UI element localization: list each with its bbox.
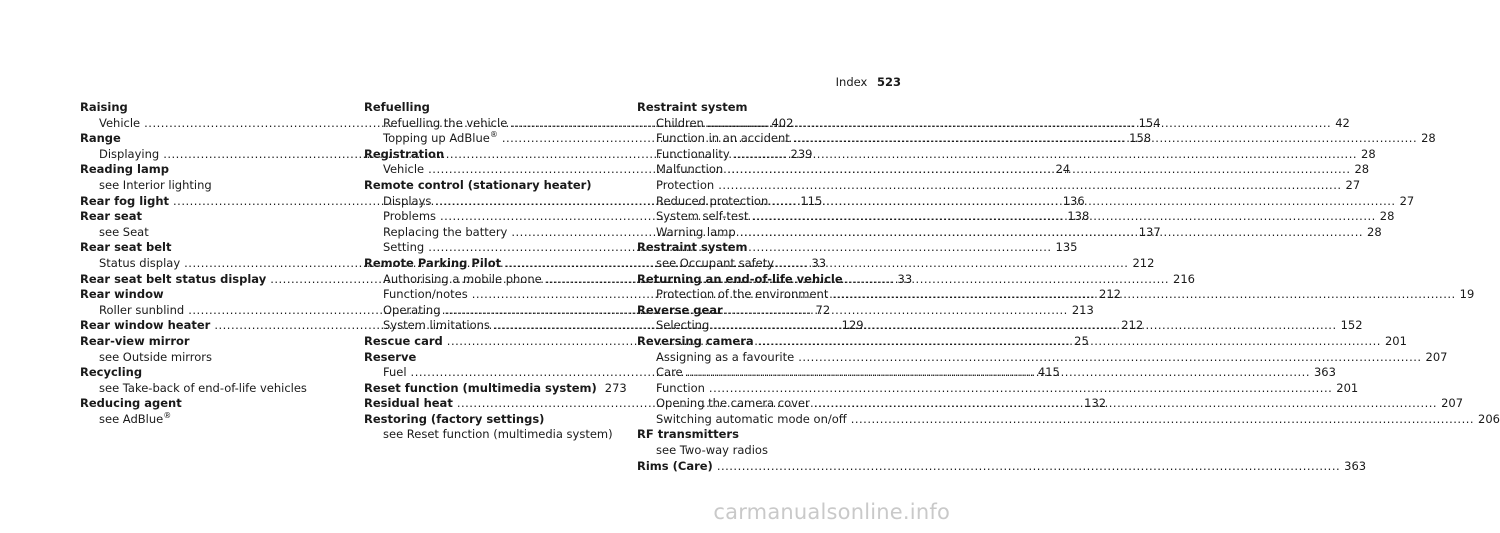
entry-title-text: Remote Parking Pilot — [364, 255, 502, 270]
entry-title-text: Rims (Care) — [637, 458, 713, 473]
page-ref[interactable]: 28 — [1361, 146, 1376, 161]
subentry-label: Opening the camera cover — [656, 396, 810, 411]
entry-title-text: Restraint system — [637, 100, 748, 114]
leader-dots — [718, 178, 1341, 194]
index-entry-title — [637, 100, 887, 116]
subentry-label: see Two-way radios — [656, 443, 768, 458]
page-ref[interactable]: 213 — [1071, 302, 1094, 317]
page-ref[interactable]: 27 — [1399, 193, 1415, 208]
see-reference — [80, 178, 330, 194]
subentry-text — [99, 116, 140, 132]
subentry-label: Selecting — [656, 318, 710, 333]
see-reference — [637, 443, 887, 459]
entry-title-text: Rear seat belt status display — [80, 271, 267, 286]
subentry-label: Authorising a mobile phone — [383, 271, 542, 286]
subentry-text — [383, 116, 507, 132]
index-label: Index — [835, 75, 868, 89]
entry-title-text: Refuelling — [364, 100, 430, 114]
index-subentry — [637, 411, 1500, 428]
subentry-label: System limitations — [383, 318, 490, 333]
entry-title-text: Reset function (multimedia system) — [364, 380, 597, 395]
subentry-label: Replacing the battery — [383, 224, 508, 239]
subentry-text — [383, 162, 424, 178]
subentry-text — [656, 209, 748, 225]
subentry-label: Protection of the environment — [656, 287, 829, 302]
leader-dots — [758, 334, 1381, 350]
subentry-text — [383, 303, 441, 319]
leader-dots — [713, 318, 1336, 334]
subentry-text — [656, 443, 768, 457]
entry-title-text: Rear fog light — [80, 193, 170, 208]
registered-mark: ® — [163, 411, 172, 421]
page-ref[interactable]: 42 — [1335, 115, 1350, 130]
see-reference — [80, 350, 330, 366]
page-ref[interactable]: 158 — [1129, 131, 1152, 146]
subentry-text — [99, 256, 180, 272]
entry-title-text: Returning an end-of-life vehicle — [637, 271, 843, 286]
leader-dots — [752, 209, 1375, 225]
subentry-label: Function in an accident — [656, 131, 790, 146]
subentry-text — [99, 303, 184, 319]
leader-dots — [851, 412, 1474, 428]
subentry-label: Refuelling the vehicle — [383, 115, 508, 130]
subentry-label: Warning lamp — [656, 224, 736, 239]
entry-title-text: Reverse gear — [637, 302, 723, 317]
subentry-label: see Reset function (multimedia system) — [383, 427, 613, 442]
page-ref[interactable]: 207 — [1441, 396, 1464, 411]
entry-title-text: Reserve — [364, 349, 417, 364]
page-number: 523 — [876, 75, 901, 89]
subentry-text — [383, 365, 407, 381]
page-ref[interactable]: 27 — [1345, 177, 1361, 192]
page-ref[interactable]: 28 — [1367, 224, 1382, 239]
page-ref[interactable]: 206 — [1478, 411, 1500, 426]
entry-title-text: Rear window heater — [80, 318, 211, 333]
subentry-text — [656, 287, 828, 303]
leader-dots — [832, 287, 1455, 303]
entry-title-text: Reading lamp — [80, 162, 169, 177]
subentry-text — [656, 194, 768, 210]
subentry-label: Status display — [99, 255, 181, 270]
subentry-text — [383, 240, 424, 256]
subentry-label: see Occupant safety — [656, 255, 775, 270]
entry-title-text: Remote control (stationary heater) — [364, 177, 592, 192]
subentry-label: Reduced protection — [656, 193, 769, 208]
entry-title-text: Recycling — [80, 365, 143, 380]
subentry-text — [383, 131, 498, 147]
page-ref[interactable]: 138 — [1067, 209, 1090, 224]
page-ref[interactable]: 33 — [811, 255, 827, 270]
see-reference — [80, 381, 330, 397]
subentry-text — [656, 256, 774, 270]
page-ref[interactable]: 25 — [1074, 333, 1089, 348]
page-ref[interactable]: 33 — [897, 271, 913, 286]
subentry-text — [656, 350, 794, 366]
leader-dots — [717, 459, 1340, 475]
subentry-text — [99, 225, 149, 239]
index-entry-title — [80, 334, 330, 350]
subentry-text — [656, 116, 704, 132]
subentry-text — [656, 131, 790, 147]
subentry-text — [656, 162, 723, 178]
subentry-label: Problems — [383, 209, 437, 224]
page-ref[interactable]: 363 — [1344, 458, 1367, 473]
subentry-label: Displaying — [99, 146, 160, 161]
leader-dots — [772, 194, 1395, 210]
index-entry-title — [80, 209, 330, 225]
page-ref[interactable]: 132 — [1084, 396, 1107, 411]
subentry-text — [383, 209, 436, 225]
page-ref[interactable]: 137 — [1138, 224, 1161, 239]
index-entry-title — [637, 303, 887, 319]
index-subentry — [637, 349, 1448, 366]
index-subentry — [637, 177, 1361, 194]
subentry-label: Protection — [656, 177, 715, 192]
page-ref[interactable]: 19 — [1459, 287, 1475, 302]
subentry-label: Switching automatic mode on/off — [656, 411, 847, 426]
leader-dots — [798, 350, 1421, 366]
subentry-text — [656, 365, 683, 381]
page-ref[interactable]: 24 — [1055, 162, 1071, 177]
subentry-text — [99, 412, 171, 426]
entry-title-text: Rear-view mirror — [80, 333, 190, 348]
index-entry-title — [364, 350, 614, 366]
page-ref[interactable]: 201 — [1384, 333, 1407, 348]
page-ref[interactable]: 129 — [841, 318, 864, 333]
entry-title-text: Reducing agent — [80, 396, 182, 411]
see-reference — [80, 225, 330, 241]
entry-title-text: Rescue card — [364, 333, 443, 348]
subentry-label: Vehicle — [99, 115, 141, 130]
subentry-label: Vehicle — [383, 162, 425, 177]
page-ref[interactable]: 152 — [1340, 318, 1363, 333]
entry-title-text: Rear seat — [80, 209, 142, 224]
page-ref[interactable]: 216 — [1173, 271, 1195, 286]
index-entry-title — [80, 100, 330, 116]
watermark: carmanualsonline.info — [713, 500, 950, 524]
leader-dots — [734, 147, 1357, 163]
subentry-text — [656, 225, 736, 241]
entry-title-text: Rear window — [80, 287, 164, 302]
subentry-label: see Take-back of end-of-life vehicles — [99, 380, 307, 395]
subentry-label: Malfunction — [656, 162, 724, 177]
entry-title-text: Restoring (factory settings) — [364, 411, 545, 426]
subentry-text — [656, 147, 730, 163]
index-entry-title — [364, 412, 614, 428]
index-entry-title — [80, 131, 330, 147]
see-reference — [637, 256, 887, 272]
subentry-label: see Seat — [99, 224, 149, 239]
leader-dots — [709, 381, 1332, 397]
page-ref[interactable]: 212 — [1099, 287, 1121, 302]
subentry-label: Fuel — [383, 365, 407, 380]
subentry-text — [656, 381, 705, 397]
index-entry-title — [80, 287, 330, 303]
page-ref[interactable]: 402 — [771, 115, 794, 130]
page-ref[interactable]: 207 — [1425, 349, 1448, 364]
subentry-label: see Interior lighting — [99, 177, 212, 192]
entry-title-text: Rear seat belt — [80, 240, 172, 255]
leader-dots — [814, 396, 1437, 412]
page-ref[interactable]: 273 — [604, 380, 627, 395]
see-reference — [364, 427, 614, 443]
subentry-label: Care — [656, 365, 683, 380]
subentry-label: see Outside mirrors — [99, 349, 213, 364]
subentry-text — [383, 318, 490, 334]
index-entry-title — [364, 380, 627, 397]
entry-title-text: Reversing camera — [637, 333, 754, 348]
page-ref[interactable]: 154 — [1138, 115, 1161, 130]
page-ref[interactable]: 28 — [1379, 209, 1395, 224]
leader-dots — [687, 365, 1310, 381]
subentry-label: Functionality — [656, 146, 730, 161]
leader-dots — [727, 162, 1350, 178]
entry-title-text: Raising — [80, 100, 128, 114]
see-reference — [80, 412, 330, 428]
subentry-label: Topping up AdBlue — [383, 131, 490, 146]
index-entry-title — [637, 272, 887, 288]
index-entry-title — [80, 162, 330, 178]
registered-mark: ® — [489, 130, 498, 140]
page-ref[interactable]: 415 — [1037, 365, 1060, 380]
index-entry-title — [637, 458, 1367, 475]
entry-title-text: Restraint system — [637, 240, 748, 255]
page-ref[interactable]: 115 — [800, 193, 823, 208]
subentry-text — [383, 194, 431, 210]
subentry-label: Setting — [383, 240, 425, 255]
index-entry-title — [637, 427, 887, 443]
page-ref[interactable]: 201 — [1336, 380, 1359, 395]
index-entry-title — [364, 100, 614, 116]
page-ref[interactable]: 28 — [1421, 131, 1436, 146]
index-entry-title — [80, 240, 330, 256]
entry-title-text: Range — [80, 131, 121, 146]
subentry-text — [99, 178, 212, 192]
page-ref[interactable]: 363 — [1313, 365, 1336, 380]
index-entry-title — [80, 396, 330, 412]
entry-title-text: RF transmitters — [637, 427, 739, 442]
subentry-text — [383, 225, 507, 241]
subentry-text — [656, 396, 810, 412]
subentry-text — [656, 318, 709, 334]
subentry-label: Operating — [383, 302, 441, 317]
subentry-label: Children — [656, 115, 704, 130]
subentry-label: Function/notes — [383, 287, 468, 302]
subentry-label: System self-test — [656, 209, 749, 224]
subentry-text — [383, 287, 468, 303]
page-ref[interactable]: 136 — [1062, 193, 1085, 208]
leader-dots — [740, 225, 1363, 241]
page-ref[interactable]: 135 — [1055, 240, 1078, 255]
subentry-text — [99, 147, 159, 163]
index-entry-title — [364, 178, 614, 194]
index-subentry — [637, 380, 1359, 397]
subentry-text — [656, 178, 714, 194]
page-ref[interactable]: 72 — [815, 302, 831, 317]
leader-dots — [708, 116, 1331, 132]
subentry-text — [99, 381, 307, 395]
subentry-label: see AdBlue — [99, 411, 164, 426]
entry-title-text: Residual heat — [364, 396, 453, 411]
entry-title-text: Registration — [364, 146, 445, 161]
page-ref[interactable]: 28 — [1354, 162, 1370, 177]
index-entry-title — [637, 240, 887, 256]
page-ref[interactable]: 239 — [790, 146, 813, 161]
page-ref[interactable]: 212 — [1121, 318, 1144, 333]
index-subentry — [637, 146, 1376, 163]
leader-dots — [794, 131, 1417, 147]
subentry-label: Displays — [383, 193, 432, 208]
subentry-text — [99, 350, 212, 364]
subentry-label: Function — [656, 380, 705, 395]
subentry-label: Roller sunblind — [99, 302, 185, 317]
page-header — [836, 75, 901, 89]
subentry-label: Assigning as a favourite — [656, 349, 795, 364]
index-entry-title — [364, 147, 614, 163]
subentry-text — [383, 272, 542, 288]
subentry-text — [656, 412, 847, 428]
index-entry-title — [80, 365, 330, 381]
subentry-text — [383, 427, 613, 441]
page-ref[interactable]: 212 — [1132, 255, 1155, 270]
